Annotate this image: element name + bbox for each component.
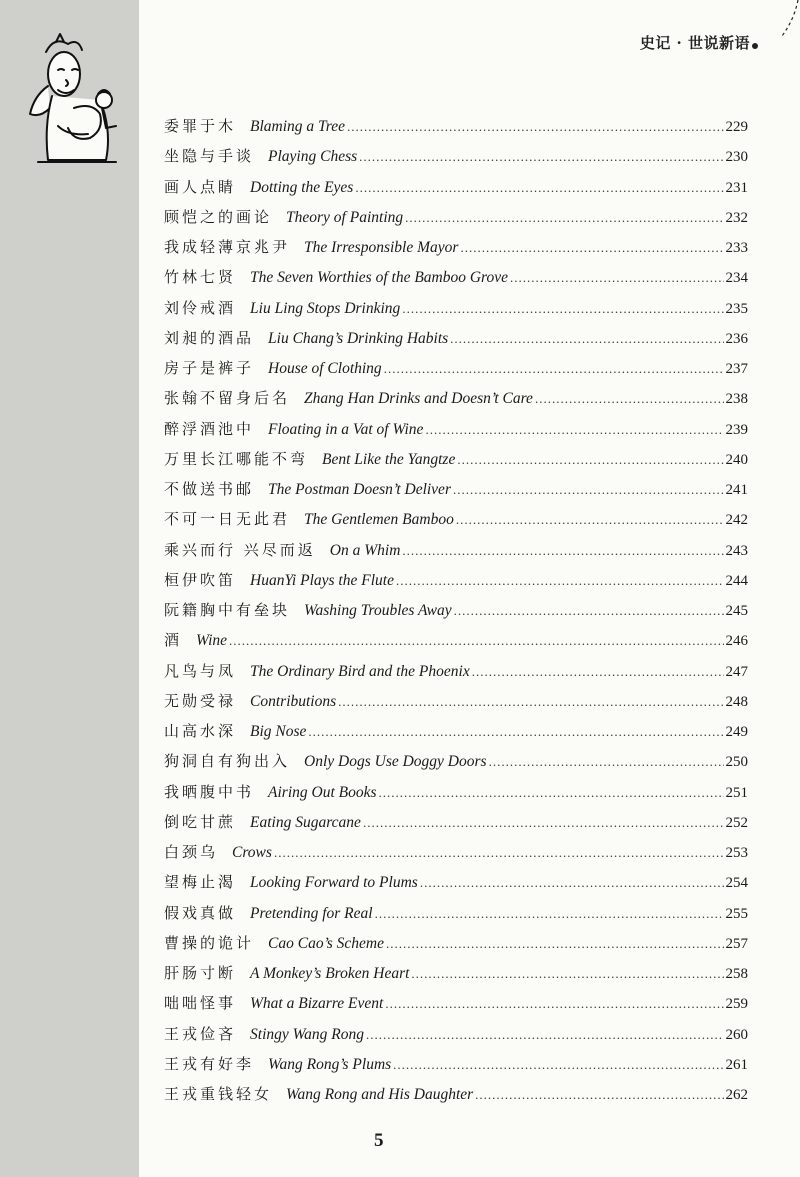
- toc-chinese-title: 假戏真做: [164, 903, 237, 922]
- toc-english-title: The Ordinary Bird and the Phoenix: [250, 662, 470, 680]
- toc-entry: [164, 781, 748, 811]
- toc-page-number: 252: [725, 814, 748, 831]
- dot-leader: [402, 301, 723, 317]
- toc-entry: [164, 1023, 748, 1053]
- toc-chinese-title: 王戎俭吝: [164, 1024, 237, 1043]
- toc-chinese-title: 刘伶戒酒: [164, 298, 237, 317]
- toc-entry: [164, 206, 748, 236]
- dot-leader: [338, 694, 723, 710]
- dot-leader: [386, 936, 724, 952]
- toc-chinese-title: 竹林七贤: [164, 268, 237, 287]
- toc-english-title: Floating in a Vat of Wine: [268, 420, 424, 438]
- dot-leader: [384, 361, 724, 377]
- toc-chinese-title: 画人点睛: [164, 177, 237, 196]
- dot-leader: [510, 270, 723, 286]
- dot-leader: [366, 1027, 724, 1043]
- toc-chinese-title: 王戎有好李: [164, 1054, 255, 1073]
- toc-chinese-title: 坐隐与手谈: [164, 147, 255, 166]
- toc-chinese-title: 无勋受禄: [164, 691, 237, 710]
- toc-entry: [164, 357, 748, 387]
- dot-leader: [308, 724, 723, 740]
- toc-english-title: On a Whim: [329, 541, 401, 559]
- toc-entry: [164, 750, 748, 780]
- toc-chinese-title: 望梅止渴: [164, 873, 237, 892]
- toc-chinese-title: 倒吃甘蔗: [164, 812, 237, 831]
- toc-entry: [164, 176, 748, 206]
- dot-leader: [450, 331, 723, 347]
- toc-chinese-title: 曹操的诡计: [164, 933, 255, 952]
- toc-page-number: 253: [725, 845, 748, 861]
- toc-english-title: The Seven Worthies of the Bamboo Grove: [250, 269, 509, 287]
- dot-leader: [411, 966, 723, 982]
- toc-page-number: 259: [725, 996, 748, 1013]
- dot-leader: [535, 391, 724, 407]
- toc-entry: [164, 690, 748, 720]
- dot-leader: [274, 845, 724, 861]
- toc-entry: [164, 297, 748, 327]
- toc-entry: [164, 539, 748, 569]
- toc-page-number: 249: [725, 724, 748, 740]
- table-of-contents: [164, 115, 748, 1113]
- toc-chinese-title: 阮籍胸中有垒块: [164, 601, 291, 619]
- dot-leader: [420, 875, 724, 891]
- toc-page-number: 258: [725, 966, 748, 982]
- toc-entry: [164, 992, 748, 1022]
- toc-chinese-title: 咄咄怪事: [164, 994, 237, 1013]
- dot-leader: [385, 996, 723, 1012]
- toc-page-number: 246: [725, 633, 748, 650]
- toc-chinese-title: 万里长江哪能不弯: [164, 449, 309, 468]
- toc-page-number: 245: [725, 603, 748, 619]
- toc-english-title: Bent Like the Yangtze: [322, 450, 456, 468]
- toc-page-number: 262: [725, 1087, 748, 1103]
- toc-chinese-title: 我成轻薄京兆尹: [164, 238, 291, 256]
- toc-entry: [164, 448, 748, 478]
- toc-english-title: The Irresponsible Mayor: [304, 239, 459, 256]
- toc-entry: [164, 811, 748, 841]
- toc-page-number: 242: [725, 512, 748, 529]
- dot-leader: [453, 482, 724, 498]
- toc-chinese-title: 白颈乌: [164, 843, 219, 861]
- dot-leader: [229, 633, 723, 649]
- toc-chinese-title: 刘昶的酒品: [164, 328, 255, 347]
- toc-page-number: 229: [725, 119, 748, 135]
- toc-english-title: HuanYi Plays the Flute: [250, 571, 394, 589]
- scholar-figure-illustration: [18, 30, 138, 175]
- toc-english-title: Wang Rong and His Daughter: [286, 1086, 474, 1103]
- toc-english-title: Eating Sugarcane: [250, 813, 361, 831]
- toc-entry: [164, 1083, 748, 1113]
- toc-page-number: 233: [725, 240, 748, 256]
- toc-chinese-title: 桓伊吹笛: [164, 570, 237, 589]
- toc-page-number: 230: [725, 149, 748, 166]
- toc-entry: [164, 932, 748, 962]
- toc-page-number: 234: [725, 270, 748, 287]
- running-header-title: 史记 · 世说新语: [639, 34, 750, 52]
- toc-english-title: Wine: [196, 632, 228, 650]
- toc-english-title: House of Clothing: [268, 360, 382, 377]
- toc-entry: [164, 418, 748, 448]
- toc-page-number: 244: [725, 572, 748, 589]
- toc-english-title: Stingy Wang Rong: [250, 1025, 364, 1043]
- dot-leader: [359, 149, 723, 165]
- toc-chinese-title: 王戎重钱轻女: [164, 1085, 273, 1103]
- dot-leader: [472, 664, 724, 680]
- toc-entry: [164, 115, 748, 145]
- toc-english-title: Contributions: [250, 692, 337, 710]
- dot-leader: [363, 815, 724, 831]
- toc-page-number: 255: [725, 905, 748, 922]
- toc-page-number: 261: [725, 1056, 748, 1073]
- toc-entry: [164, 1053, 748, 1083]
- toc-english-title: Theory of Painting: [286, 208, 404, 226]
- toc-page-number: 247: [725, 663, 748, 680]
- toc-page-number: 251: [725, 784, 748, 801]
- toc-page-number: 236: [725, 330, 748, 347]
- toc-entry: [164, 902, 748, 932]
- toc-english-title: Playing Chess: [268, 148, 358, 166]
- dot-leader: [375, 906, 724, 922]
- toc-english-title: The Gentlemen Bamboo: [304, 511, 454, 529]
- toc-entry: [164, 962, 748, 992]
- toc-chinese-title: 酒: [164, 631, 183, 650]
- dot-leader: [457, 452, 723, 468]
- toc-chinese-title: 狗洞自有狗出入: [164, 752, 291, 771]
- dot-leader: [347, 119, 723, 135]
- toc-page-number: 250: [725, 754, 748, 771]
- toc-chinese-title: 不可一日无此君: [164, 510, 291, 529]
- toc-english-title: Big Nose: [250, 723, 307, 740]
- page-number: 5: [374, 1130, 384, 1151]
- toc-entry: [164, 508, 748, 538]
- toc-entry: [164, 236, 748, 266]
- dot-leader: [489, 754, 724, 770]
- toc-page-number: 239: [725, 421, 748, 438]
- toc-english-title: Airing Out Books: [268, 783, 377, 801]
- dot-leader: [379, 785, 724, 801]
- toc-english-title: Crows: [232, 844, 272, 861]
- header-bullet: [752, 43, 758, 49]
- toc-english-title: Looking Forward to Plums: [250, 874, 418, 892]
- toc-page-number: 257: [725, 935, 748, 952]
- toc-english-title: Pretending for Real: [250, 904, 373, 922]
- toc-english-title: What a Bizarre Event: [250, 995, 384, 1013]
- toc-entry: [164, 327, 748, 357]
- toc-chinese-title: 凡鸟与凤: [164, 661, 237, 680]
- toc-entry: [164, 569, 748, 599]
- toc-chinese-title: 张翰不留身后名: [164, 389, 291, 408]
- toc-chinese-title: 山高水深: [164, 722, 237, 740]
- toc-page-number: 241: [725, 482, 748, 498]
- dot-leader: [454, 603, 724, 619]
- dot-leader: [425, 422, 723, 438]
- toc-english-title: Dotting the Eyes: [250, 178, 354, 196]
- toc-chinese-title: 不做送书邮: [164, 480, 255, 498]
- toc-entry: [164, 720, 748, 750]
- toc-page-number: 238: [725, 391, 748, 408]
- toc-page-number: 232: [725, 209, 748, 226]
- toc-entry: [164, 145, 748, 175]
- toc-english-title: A Monkey’s Broken Heart: [250, 965, 410, 982]
- toc-page-number: 235: [725, 300, 748, 317]
- toc-english-title: Wang Rong’s Plums: [268, 1055, 392, 1073]
- dot-leader: [355, 180, 723, 196]
- toc-entry: [164, 629, 748, 659]
- dot-leader: [405, 210, 723, 226]
- toc-english-title: Cao Cao’s Scheme: [268, 934, 384, 952]
- toc-entry: [164, 660, 748, 690]
- toc-chinese-title: 乘兴而行 兴尽而返: [164, 540, 316, 559]
- toc-entry: [164, 478, 748, 508]
- toc-chinese-title: 肝肠寸断: [164, 964, 237, 982]
- toc-page-number: 248: [725, 693, 748, 710]
- toc-english-title: Washing Troubles Away: [304, 602, 452, 619]
- toc-chinese-title: 顾恺之的画论: [164, 207, 273, 226]
- toc-entry: [164, 871, 748, 901]
- toc-english-title: Zhang Han Drinks and Doesn’t Care: [304, 390, 533, 408]
- dot-leader: [402, 543, 723, 559]
- toc-page-number: 240: [725, 451, 748, 468]
- toc-page-number: 260: [725, 1026, 748, 1043]
- toc-chinese-title: 醉浮酒池中: [164, 419, 255, 438]
- toc-chinese-title: 我晒腹中书: [164, 782, 255, 801]
- dot-leader: [456, 512, 724, 528]
- toc-entry: [164, 387, 748, 417]
- sidebar-band: [0, 0, 139, 1177]
- toc-page-number: 254: [725, 875, 748, 892]
- dot-leader: [393, 1057, 723, 1073]
- toc-page-number: 231: [725, 179, 748, 196]
- toc-page-number: 243: [725, 542, 748, 559]
- toc-entry: [164, 266, 748, 296]
- dot-leader: [460, 240, 723, 256]
- toc-english-title: Blaming a Tree: [250, 118, 346, 135]
- toc-chinese-title: 委罪于木: [164, 117, 237, 135]
- dot-leader: [475, 1087, 723, 1103]
- toc-english-title: The Postman Doesn’t Deliver: [268, 481, 451, 498]
- toc-english-title: Liu Ling Stops Drinking: [250, 299, 401, 317]
- toc-english-title: Only Dogs Use Doggy Doors: [304, 753, 487, 771]
- toc-chinese-title: 房子是裤子: [164, 359, 255, 377]
- toc-entry: [164, 841, 748, 871]
- dot-leader: [396, 573, 724, 589]
- toc-english-title: Liu Chang’s Drinking Habits: [268, 329, 449, 347]
- toc-page-number: 237: [725, 361, 748, 377]
- toc-entry: [164, 599, 748, 629]
